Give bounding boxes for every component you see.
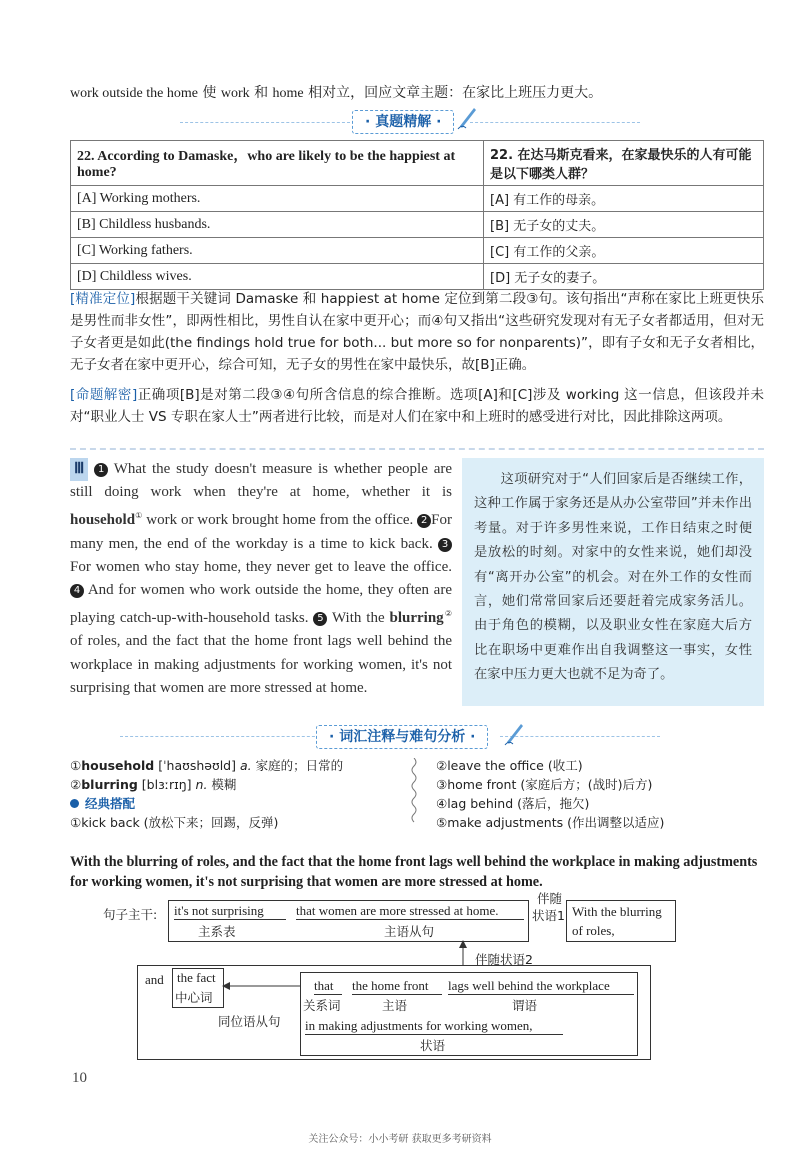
collocation-item: ②leave the office (收工) — [436, 758, 583, 773]
and-word: and — [145, 972, 164, 987]
sentence-number: 1 — [94, 463, 108, 477]
main-part2: that women are more stressed at home. — [296, 903, 524, 920]
sentence-1a: What the study doesn't measure is whether people are still doing work when they're at home, whether it is — [70, 461, 453, 501]
sentence-number: 2 — [417, 514, 431, 528]
main-part1-role: 主系表 — [198, 924, 236, 939]
section-title-vocab: · 词汇注释与难句分析 · — [316, 725, 488, 749]
vocab-num: ② — [70, 777, 82, 792]
sentence-5a: With the — [332, 610, 385, 627]
intro-en2: work — [220, 86, 250, 101]
sentence-4: And for women who work outside the home, they often are playing catch-up-with-household tasks. — [70, 582, 452, 627]
keyword-household: household — [70, 512, 136, 529]
vocab-pos: a. — [239, 758, 252, 773]
adverbial: in making adjustments for working women, — [305, 1018, 563, 1035]
vocab-def: 家庭的；日常的 — [255, 758, 344, 773]
question-zh: 22. 在达马斯克看来，在家最快乐的人有可能是以下哪类人群？ — [484, 141, 764, 186]
option-a-zh: [A] 有工作的母亲。 — [484, 186, 764, 212]
vocab-num: ① — [70, 758, 82, 773]
adv1-label2: 状语1 — [532, 908, 565, 923]
locate-text: 根据题干关键词 Damaske 和 happiest at home 定位到第二段③句。该句指出“声称在家比上班更快乐是男性而非女性”，即两性相比，男性自认在家中更开心；而④句又指出“这些研究发现对有无子女者都适用，但对无子女者更是如此(the findings hold true for both... but more so for nonparents)”，即有子女和无子女者相比，无子女者在家中更开心，综合可知，无子女的男性在家中最快乐，故[B]正确。 — [70, 291, 764, 373]
sentence-number: 5 — [313, 612, 327, 626]
paragraph-roman-numeral: Ⅲ — [70, 458, 88, 481]
collocation-item: ⑤make adjustments (作出调整以适应) — [436, 815, 665, 830]
locate-tag: [精准定位] — [70, 291, 136, 307]
intro-cn2: 和 — [254, 85, 269, 101]
note-ref: ② — [443, 609, 452, 619]
intro-en1: work outside the home — [70, 86, 198, 101]
that-word: that — [314, 978, 342, 995]
collocation-item: ④lag behind (落后，拖欠) — [436, 796, 590, 811]
intro-cn3: 相对立，回应文章主题：在家比上班压力更大。 — [308, 85, 603, 101]
sentence-2: For many men, the end of the workday is a time to kick back. — [70, 512, 453, 552]
adv2-label: 伴随状语2 — [475, 952, 533, 967]
main-label: 句子主干: — [103, 907, 158, 922]
section-title-exam: · 真题精解 · — [352, 110, 454, 134]
option-a-en: [A] Working mothers. — [71, 186, 484, 212]
the-fact: the fact — [177, 970, 216, 985]
option-b-en: [B] Childless husbands. — [71, 212, 484, 238]
question-en: 22. According to Damaske，who are likely to be the happiest at home? — [71, 141, 484, 186]
collocation-title: 经典搭配 — [85, 796, 136, 811]
option-c-zh: [C] 有工作的父亲。 — [484, 238, 764, 264]
translation-box: 这项研究对于“人们回家后是否继续工作，这种工作属于家务还是从办公室带回”并未作出考量。对于许多男性来说，工作日结束之时便是放松的时刻。对家中的女性来说，她们却没有“离开办公室”的机会。对在外工作的女性而言，她们常常回家后还要赶着完成家务活儿。由于角色的模糊，以及职业女性在家庭大后方比在职场中更难作出自我调整这一事实，女性在家中压力更大也就不足为奇了。 — [462, 458, 764, 706]
main-part1: it's not surprising — [174, 903, 286, 920]
collocation-item: ①kick back (放松下来；回踢，反弹) — [70, 815, 279, 830]
collocation-item: ③home front (家庭后方；(战时)后方) — [436, 777, 653, 792]
decode-tag: [命题解密] — [70, 387, 138, 403]
vocab-word: household — [81, 758, 155, 773]
option-d-zh: [D] 无子女的妻子。 — [484, 264, 764, 290]
sentence-number: 3 — [438, 538, 452, 552]
adv1-text: With the blurring of roles, — [572, 904, 662, 938]
sentence-1b: work or work brought home from the office. — [146, 512, 414, 529]
vocab-word: blurring — [81, 777, 138, 792]
subject: the home front — [352, 978, 442, 995]
vocab-phonetic: [blɜːrɪŋ] — [141, 777, 192, 792]
note-ref: ① — [135, 511, 143, 521]
that-role: 关系词 — [303, 998, 341, 1013]
intro-en3: home — [272, 86, 304, 101]
appos-label: 同位语从句 — [218, 1014, 281, 1029]
vocab-phonetic: [ˈhaʊshəʊld] — [158, 758, 236, 773]
option-b-zh: [B] 无子女的丈夫。 — [484, 212, 764, 238]
adv1-label: 伴随 — [537, 891, 563, 906]
main-part2-role: 主语从句 — [384, 924, 435, 939]
option-d-en: [D] Childless wives. — [71, 264, 484, 290]
predicate: lags well behind the workplace — [448, 978, 634, 995]
adverbial-role: 状语 — [420, 1038, 446, 1053]
page-number: 10 — [72, 1070, 87, 1086]
decode-text: 正确项[B]是对第二段③④句所含信息的综合推断。选项[A]和[C]涉及 working 这一信息，但该段并未对“职业人士 VS 专职在家人士”两者进行比较，而是对人们在家中和上班时的感受进行对比，因此排除这两项。 — [70, 387, 764, 425]
head-noun-label: 中心词 — [175, 990, 213, 1005]
sentence-number: 4 — [70, 584, 84, 598]
vocab-pos: n. — [195, 777, 208, 792]
option-c-en: [C] Working fathers. — [71, 238, 484, 264]
keyword-blurring: blurring — [389, 610, 444, 627]
predicate-role: 谓语 — [512, 998, 538, 1013]
hard-sentence: With the blurring of roles, and the fact that the home front lags well behind the workplace in making adjustments for working women, it's not surprising that women are more stressed at home. — [70, 854, 758, 890]
intro-cn1: 使 — [202, 85, 217, 101]
footer: 关注公众号：小小考研 获取更多考研资料 — [308, 1134, 492, 1145]
subject-role: 主语 — [382, 998, 408, 1013]
sentence-5b: of roles, and the fact that the home front lags well behind the workplace in making adjustments for working women, it's not surprising that women are more stressed at home. — [70, 633, 452, 696]
vocab-def: 模糊 — [211, 777, 237, 792]
sentence-3: For women who stay home, they never get to leave the office. — [70, 558, 452, 575]
